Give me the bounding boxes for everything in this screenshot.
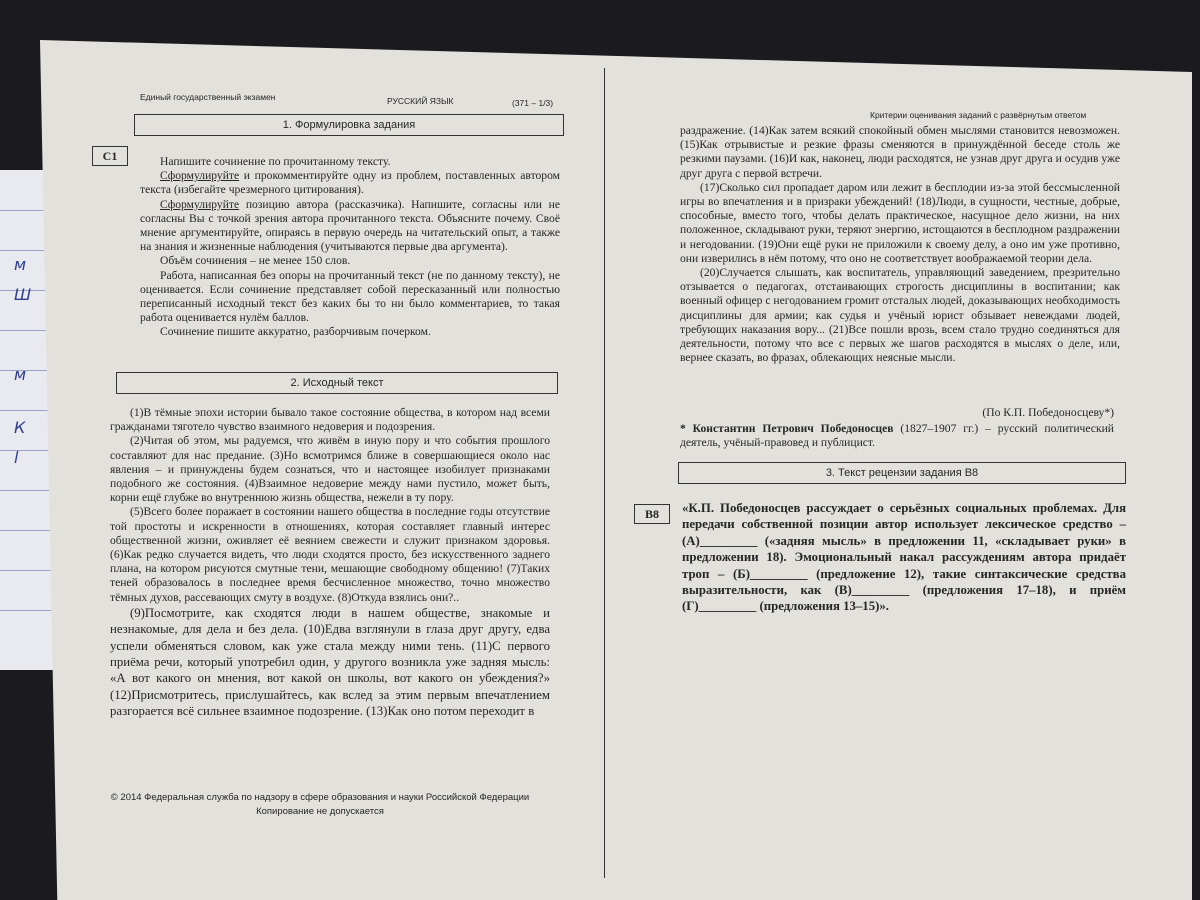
task-paragraph xyxy=(140,198,560,255)
source-text xyxy=(110,406,550,720)
page-divider xyxy=(604,68,605,878)
task-paragraph: Сочинение пишите аккуратно, разборчивым почерком. xyxy=(160,325,431,339)
source-text-continued xyxy=(680,124,1120,365)
task-paragraph: Напишите сочинение по прочитанному тексту. xyxy=(160,155,391,168)
source-paragraph: (2)Читая об этом, мы радуемся, что живём в иную пору и что события прошлого составляют для нас предание. (3)Но всмотримся ближе в совершающиеся около нас явления – и принуждены будем сознаться, что и настоящее изобилует признаками подобного же состояния. (4)Взаимное недоверие между нами пустило, может быть, корни ещё глубже во внутреннюю жизнь общества, нежели в ту пору. xyxy=(110,434,550,505)
notebook-handwriting: м xyxy=(14,255,27,274)
code-header: (371 – 1/3) xyxy=(512,98,554,108)
source-paragraph: (17)Сколько сил пропадает даром или лежит в бесплодии из-за этой бессмысленной игры во впечатления и в призраки убеждений! (18)Люди, в сущности, честные, добрые, способные, вместо того, чтобы делать практическое, насущное дело жизни, на них положенное, складывают руки, теряют энергию, истощаются в бесплодном раздражении и негодовании. (19)Они ещё руки не приложили к своему делу, а оно им уже противно, они изверились в нём потому, что оно не соответствует воображаемой теории дела. xyxy=(680,180,1120,265)
footnote-details: (1827–1907 гг.) – русский политический деятель, учёный-правовед и публицист. xyxy=(680,422,1114,450)
notebook-handwriting: К xyxy=(14,418,26,437)
notebook-handwriting: l xyxy=(14,448,19,467)
subject-header: РУССКИЙ ЯЗЫК xyxy=(387,96,454,106)
section-title-review: 3. Текст рецензии задания В8 xyxy=(678,462,1126,484)
footnote-author: * Константин Петрович Победоносцев xyxy=(680,422,894,435)
source-paragraph: раздражение. (14)Как затем всякий спокойный обмен мыслями становится невозможен. (15)Как отрывистые и резкие фразы сменяются в принуждённой беседе столь же резкими паузами. (16)И как, наконец, люди расходятся, не узнав друг друга и осудив уже друг друга с первой встречи. xyxy=(680,124,1120,180)
task-text xyxy=(140,155,560,340)
author-footnote xyxy=(680,422,1114,450)
attribution-text: (По К.П. Победоносцеву*) xyxy=(982,406,1114,419)
source-paragraph: (1)В тёмные эпохи истории бывало такое состояние общества, в котором над всеми гражданами тяготело чувство взаимного недоверия и подозрения. xyxy=(110,406,550,434)
task-paragraph-rest: и прокомментируйте одну из проблем, поставленных автором текста (избегайте чрезмерного цитирования). xyxy=(140,169,560,197)
task-paragraph: Объём сочинения – не менее 150 слов. xyxy=(160,254,351,268)
copy-notice: Копирование не допускается xyxy=(256,806,384,817)
task-paragraph-rest: позицию автора (рассказчика). Напишите, согласны или не согласны Вы с точкой зрения автора прочитанного текста. Объясните почему. Своё мнение аргументируйте, опираясь в первую очередь на читательский опыт, а также на знания и жизненные наблюдения (учитываются первые два аргумента). xyxy=(140,197,560,254)
source-paragraph: (20)Случается слышать, как воспитатель, управляющий заведением, презрительно отзывается о педагогах, отстаивающих строгость дисциплины в воспитании; как военный офицер с негодованием громит отсталых людей, доказывающих необходимость дисциплины для армии; как судья и учёный юрист обзывает невеждами людей, требующих наказания вору... (21)Все пошли врозь, всем стало трудно соединяться для деятельности, потому что все с первых же шагов расходятся в мыслях о деле, или, вернее сказать, во фразах, облекающих неясные мысли. xyxy=(680,266,1120,365)
notebook-handwriting: Ш xyxy=(14,285,32,304)
section-title-task: 1. Формулировка задания xyxy=(134,114,564,136)
source-paragraph: (9)Посмотрите, как сходятся люди в нашем обществе, знакомые и незнакомые, для дела и без дела. (10)Едва взглянули в глаза друг другу, едва успели обменяться словом, как уже стала между ними тень. (11)С первого приёма речи, который употребил один, у другого возникла уже задняя мысль: «А вот какого он мнения, вот какой он школы, вот какого он убеждения?» (12)Присмотритесь, прислушайтесь, как вслед за этим первым впечатлением разгорается всё сильнее взаимное подозрение. (13)Как оно потом переходит в xyxy=(110,605,550,719)
task-keyword: Сформулируйте xyxy=(160,197,240,211)
c1-label: С1 xyxy=(92,146,128,166)
attribution xyxy=(680,406,1114,420)
task-paragraph: Работа, написанная без опоры на прочитанный текст (не по данному тексту), не оценивается. Если сочинение представляет собой пересказанный или полностью переписанный исходный текст без каких бы то ни было комментариев, то такая работа оценивается нулём баллов. xyxy=(140,268,560,325)
task-paragraph xyxy=(140,169,560,197)
task-keyword: Сформулируйте xyxy=(160,169,240,183)
criteria-header: Критерии оценивания заданий с развёрнутым ответом xyxy=(870,110,1087,120)
review-paragraph: «К.П. Победоносцев рассуждает о серьёзных социальных проблемах. Для передачи собственной позиции автор использует лексическое средство – (А)_________ («задняя мысль» в предложении 11, «складывает руки» в предложении 18). Эмоциональный накал рассуждениям автора придаёт троп – (Б)_________ (предложение 12), такие синтаксические средства выразительности, как (В)_________ (предложения 17–18), и приём (Г)_________ (предложения 13–15)». xyxy=(682,501,1126,614)
source-paragraph: (5)Всего более поражает в состоянии нашего общества в последние годы отсутствие той простоты и искренности в отношениях, которая составляет главный интерес общественной жизни, оживляет её веянием свежести и служит признаком здоровья. (6)Как редко случается видеть, что люди сходятся просто, без искусственного заднего плана, на котором рисуются смутные тени, мешающие свободному общению! (7)Таких теней образовалось в последнее время бесчисленное множество, точно множество тёмных духов, рассевающих смуту в воздухе. (8)Откуда взялись они?.. xyxy=(110,505,550,604)
section-title-source: 2. Исходный текст xyxy=(116,372,558,394)
review-text xyxy=(682,500,1126,615)
notebook-handwriting: м xyxy=(14,365,27,384)
footnote-text xyxy=(680,422,1114,450)
exam-header: Единый государственный экзамен xyxy=(140,92,276,102)
copyright-footer: © 2014 Федеральная служба по надзору в сфере образования и науки Российской Федерации xyxy=(110,792,530,803)
b8-label: В8 xyxy=(634,504,670,524)
